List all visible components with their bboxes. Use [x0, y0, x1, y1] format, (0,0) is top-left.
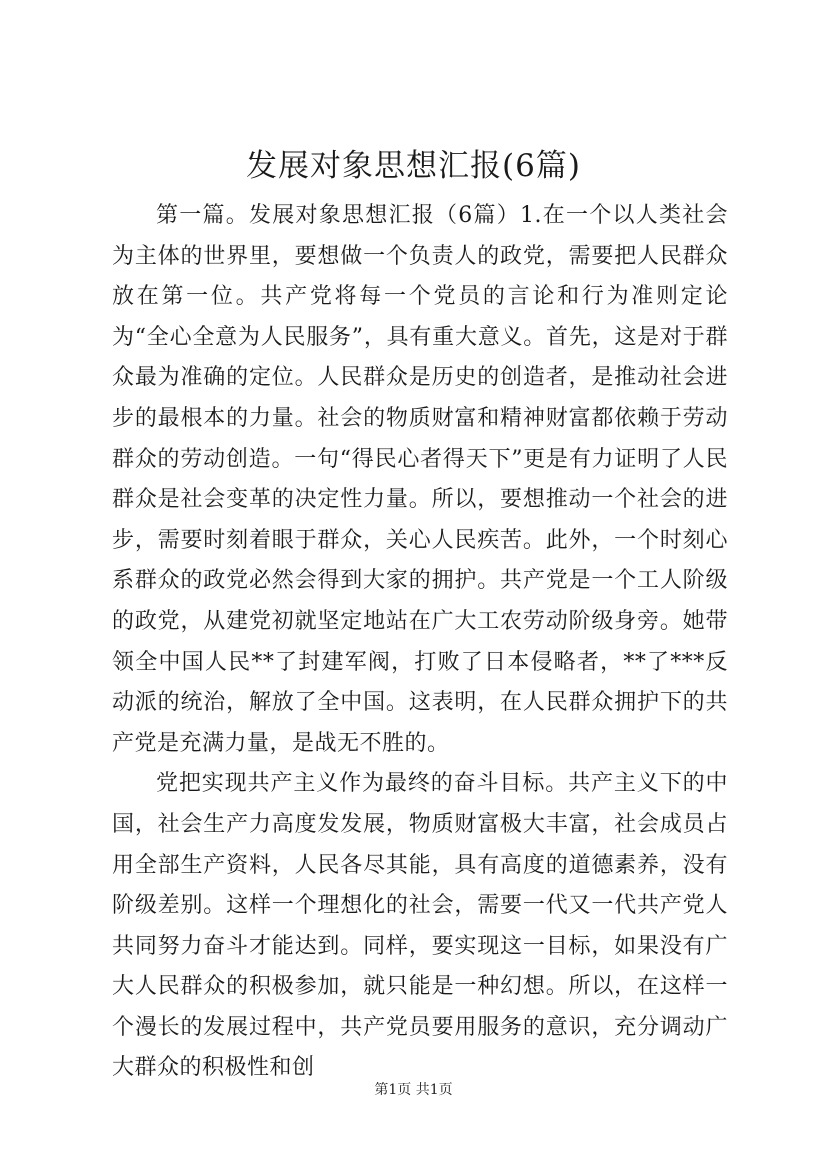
paragraph-2: 党把实现共产主义作为最终的奋斗目标。共产主义下的中国，社会生产力高度发发展，物质财富极大丰富，社会成员占用全部生产资料，人民各尽其能，具有高度的道德素养，没有阶级差别。这样一个理想化的社会，需要一代又一代共产党人共同努力奋斗才能达到。同样，要实现这一目标，如果没有广大人民群众的积极参加，就只能是一种幻想。所以，在这样一个漫长的发展过程中，共产党员要用服务的意识，充分调动广大群众的积极性和创 [112, 771, 728, 1081]
page-footer: 第1页 共1页 [374, 1082, 453, 1098]
paragraph-1: 第一篇。发展对象思想汇报（6篇）1.在一个以人类社会为主体的世界里，要想做一个负责人的政党，需要把人民群众放在第一位。共产党将每一个党员的言论和行为准则定论为“全心全意为人民服务”，具有重大意义。首先，这是对于群众最为准确的定位。人民群众是历史的创造者，是推动社会进步的最根本的力量。社会的物质财富和精神财富都依赖于劳动群众的劳动创造。一句“得民心者得天下”更是有力证明了人民群众是社会变革的决定性力量。所以，要想推动一个社会的进步，需要时刻着眼于群众，关心人民疾苦。此外，一个时刻心系群众的政党必然会得到大家的拥护。共产党是一个工人阶级的政党，从建党初就坚定地站在广大工农劳动阶级身旁。她带领全中国人民**了封建军阀，打败了日本侵略者，**了***反动派的统治，解放了全中国。这表明，在人民群众拥护下的共产党是充满力量，是战无不胜的。 [112, 203, 728, 756]
document-body [112, 196, 728, 1089]
document-title: 发展对象思想汇报(6篇) [246, 148, 581, 184]
